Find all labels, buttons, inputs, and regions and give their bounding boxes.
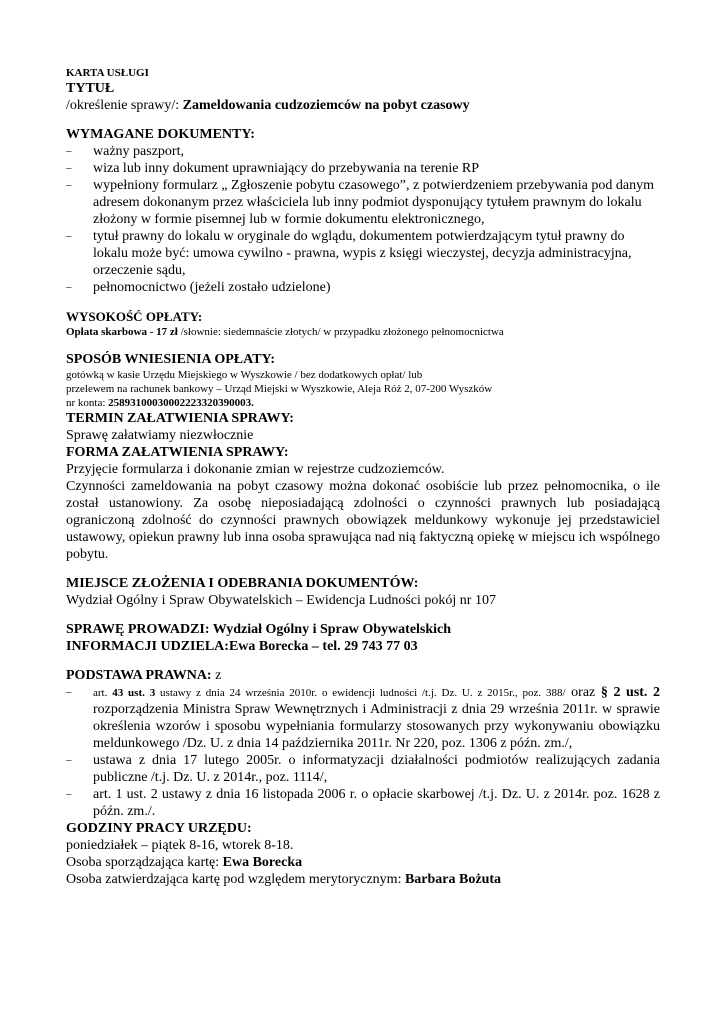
form-line: Przyjęcie formularza i dokonanie zmian w rejestrze cudzoziemców. bbox=[66, 462, 445, 477]
account-label: nr konta: bbox=[66, 397, 109, 409]
payment-heading: SPOSÓB WNIESIENIA OPŁATY: bbox=[66, 352, 276, 367]
approved-label: Osoba zatwierdzająca kartę pod względem merytorycznym: bbox=[66, 872, 405, 887]
documents-list bbox=[66, 143, 660, 296]
form-paragraph: Czynności zameldowania na pobyt czasowy można dokonać osobiście lub przez pełnomocnika, o ile został ustanowiony. Za osobę nieposiadającą zdolności o czynności prawnych lub posiadającą ograniczoną zdolność do czynności prawnych obowiązek meldunkowy wykonuje jej przedstawiciel ustawowy, opiekun prawny lub inna osoba sprawująca nad nią faktyczną opiekę w miejscu ich wspólnego pobytu. bbox=[66, 479, 660, 562]
subject-prefix: /określenie sprawy/: bbox=[66, 98, 183, 113]
handler-line: SPRAWĘ PROWADZI: Wydział Ogólny i Spraw Obywatelskich bbox=[66, 622, 452, 637]
place-heading: MIEJSCE ZŁOŻENIA I ODEBRANIA DOKUMENTÓW: bbox=[66, 576, 419, 591]
prepared-label: Osoba sporządzająca kartę: bbox=[66, 855, 223, 870]
fee-line bbox=[66, 325, 660, 339]
legal-heading-suffix: z bbox=[211, 668, 222, 683]
title-label: TYTUŁ bbox=[66, 81, 115, 96]
payment-account bbox=[66, 396, 660, 410]
deadline-heading: TERMIN ZAŁATWIENIA SPRAWY: bbox=[66, 411, 294, 426]
list-item bbox=[66, 684, 660, 752]
fee-heading: WYSOKOŚĆ OPŁATY: bbox=[66, 309, 203, 324]
legal-item1-b: 43 ust. 3 bbox=[112, 687, 156, 699]
list-item: – pełnomocnictwo (jeżeli zostało udzielone) bbox=[66, 279, 660, 296]
place-text: Wydział Ogólny i Spraw Obywatelskich – Ewidencja Ludności pokój nr 107 bbox=[66, 593, 496, 608]
info-line: INFORMACJI UDZIELA:Ewa Borecka – tel. 29 743 77 03 bbox=[66, 639, 418, 654]
account-number: 25893100030002223320390003. bbox=[108, 397, 254, 409]
subject-line bbox=[66, 97, 660, 114]
documents-heading: WYMAGANE DOKUMENTY: bbox=[66, 127, 255, 142]
legal-item1-f: rozporządzenia Ministra Spraw Wewnętrznych i Administracji z dnia 29 września 2011r. w sprawie określenia wzorów i sposobu wypełniania formularzy stosowanych przy wykonywaniu obowiązku meldunkowego /Dz. U. z dnia 14 października 2011r. Nr 220, poz. 1306 z późn. zm./, bbox=[93, 702, 660, 751]
subject-title: Zameldowania cudzoziemców na pobyt czasowy bbox=[182, 98, 470, 113]
legal-item1-a: art. bbox=[93, 687, 113, 699]
legal-item1-d: oraz bbox=[565, 685, 601, 700]
form-heading: FORMA ZAŁATWIENIA SPRAWY: bbox=[66, 445, 289, 460]
legal-heading-line bbox=[66, 667, 660, 684]
legal-item1-c: ustawy z dnia 24 września 2010r. o ewidencji ludności /t.j. Dz. U. z 2015r., poz. 388/ bbox=[155, 687, 566, 699]
deadline-text: Sprawę załatwiamy niezwłocznie bbox=[66, 428, 254, 443]
list-item: – ustawa z dnia 17 lutego 2005r. o informatyzacji działalności podmiotów realizujących zadania publiczne /t.j. Dz. U. z 2014r., poz. 1114/, bbox=[66, 752, 660, 786]
legal-item1-e: § 2 ust. 2 bbox=[600, 685, 661, 700]
fee-amount: Opłata skarbowa - 17 zł bbox=[66, 326, 178, 338]
card-label: KARTA USŁUGI bbox=[66, 67, 149, 79]
list-item: – art. 1 ust. 2 ustawy z dnia 16 listopada 2006 r. o opłacie skarbowej /t.j. Dz. U. z 2014r. poz. 1628 z późn. zm./. bbox=[66, 786, 660, 820]
legal-list bbox=[66, 684, 660, 820]
hours-heading: GODZINY PRACY URZĘDU: bbox=[66, 821, 252, 836]
list-item: – tytuł prawny do lokalu w oryginale do wglądu, dokumentem potwierdzającym tytuł prawny do lokalu może być: umowa cywilno - prawna, wypis z księgi wieczystej, decyzja administracyjna, orzeczenie sądu, bbox=[66, 228, 660, 279]
approved-name: Barbara Bożuta bbox=[404, 872, 502, 887]
prepared-name: Ewa Borecka bbox=[222, 855, 303, 870]
fee-description: /słownie: siedemnaście złotych/ w przypadku złożonego pełnomocnictwa bbox=[177, 326, 504, 338]
list-item: – wypełniony formularz „ Zgłoszenie pobytu czasowego”, z potwierdzeniem przebywania pod danym adresem dokonanym przez właściciela lub inny podmiot dysponujący tytułem prawnym do lokalu złożony w formie pisemnej lub w formie dokumentu elektronicznego, bbox=[66, 177, 660, 228]
approved-line bbox=[66, 871, 660, 888]
prepared-line bbox=[66, 854, 660, 871]
list-item: – ważny paszport, bbox=[66, 143, 660, 160]
hours-text: poniedziałek – piątek 8-16, wtorek 8-18. bbox=[66, 838, 294, 853]
legal-heading: PODSTAWA PRAWNA: bbox=[66, 668, 212, 683]
list-item: – wiza lub inny dokument uprawniający do przebywania na terenie RP bbox=[66, 160, 660, 177]
document-page bbox=[66, 66, 660, 888]
payment-transfer: przelewem na rachunek bankowy – Urząd Miejski w Wyszkowie, Aleja Róż 2, 07-200 Wyszków bbox=[66, 383, 493, 395]
payment-cash: gotówką w kasie Urzędu Miejskiego w Wyszkowie / bez dodatkowych opłat/ lub bbox=[66, 369, 423, 381]
